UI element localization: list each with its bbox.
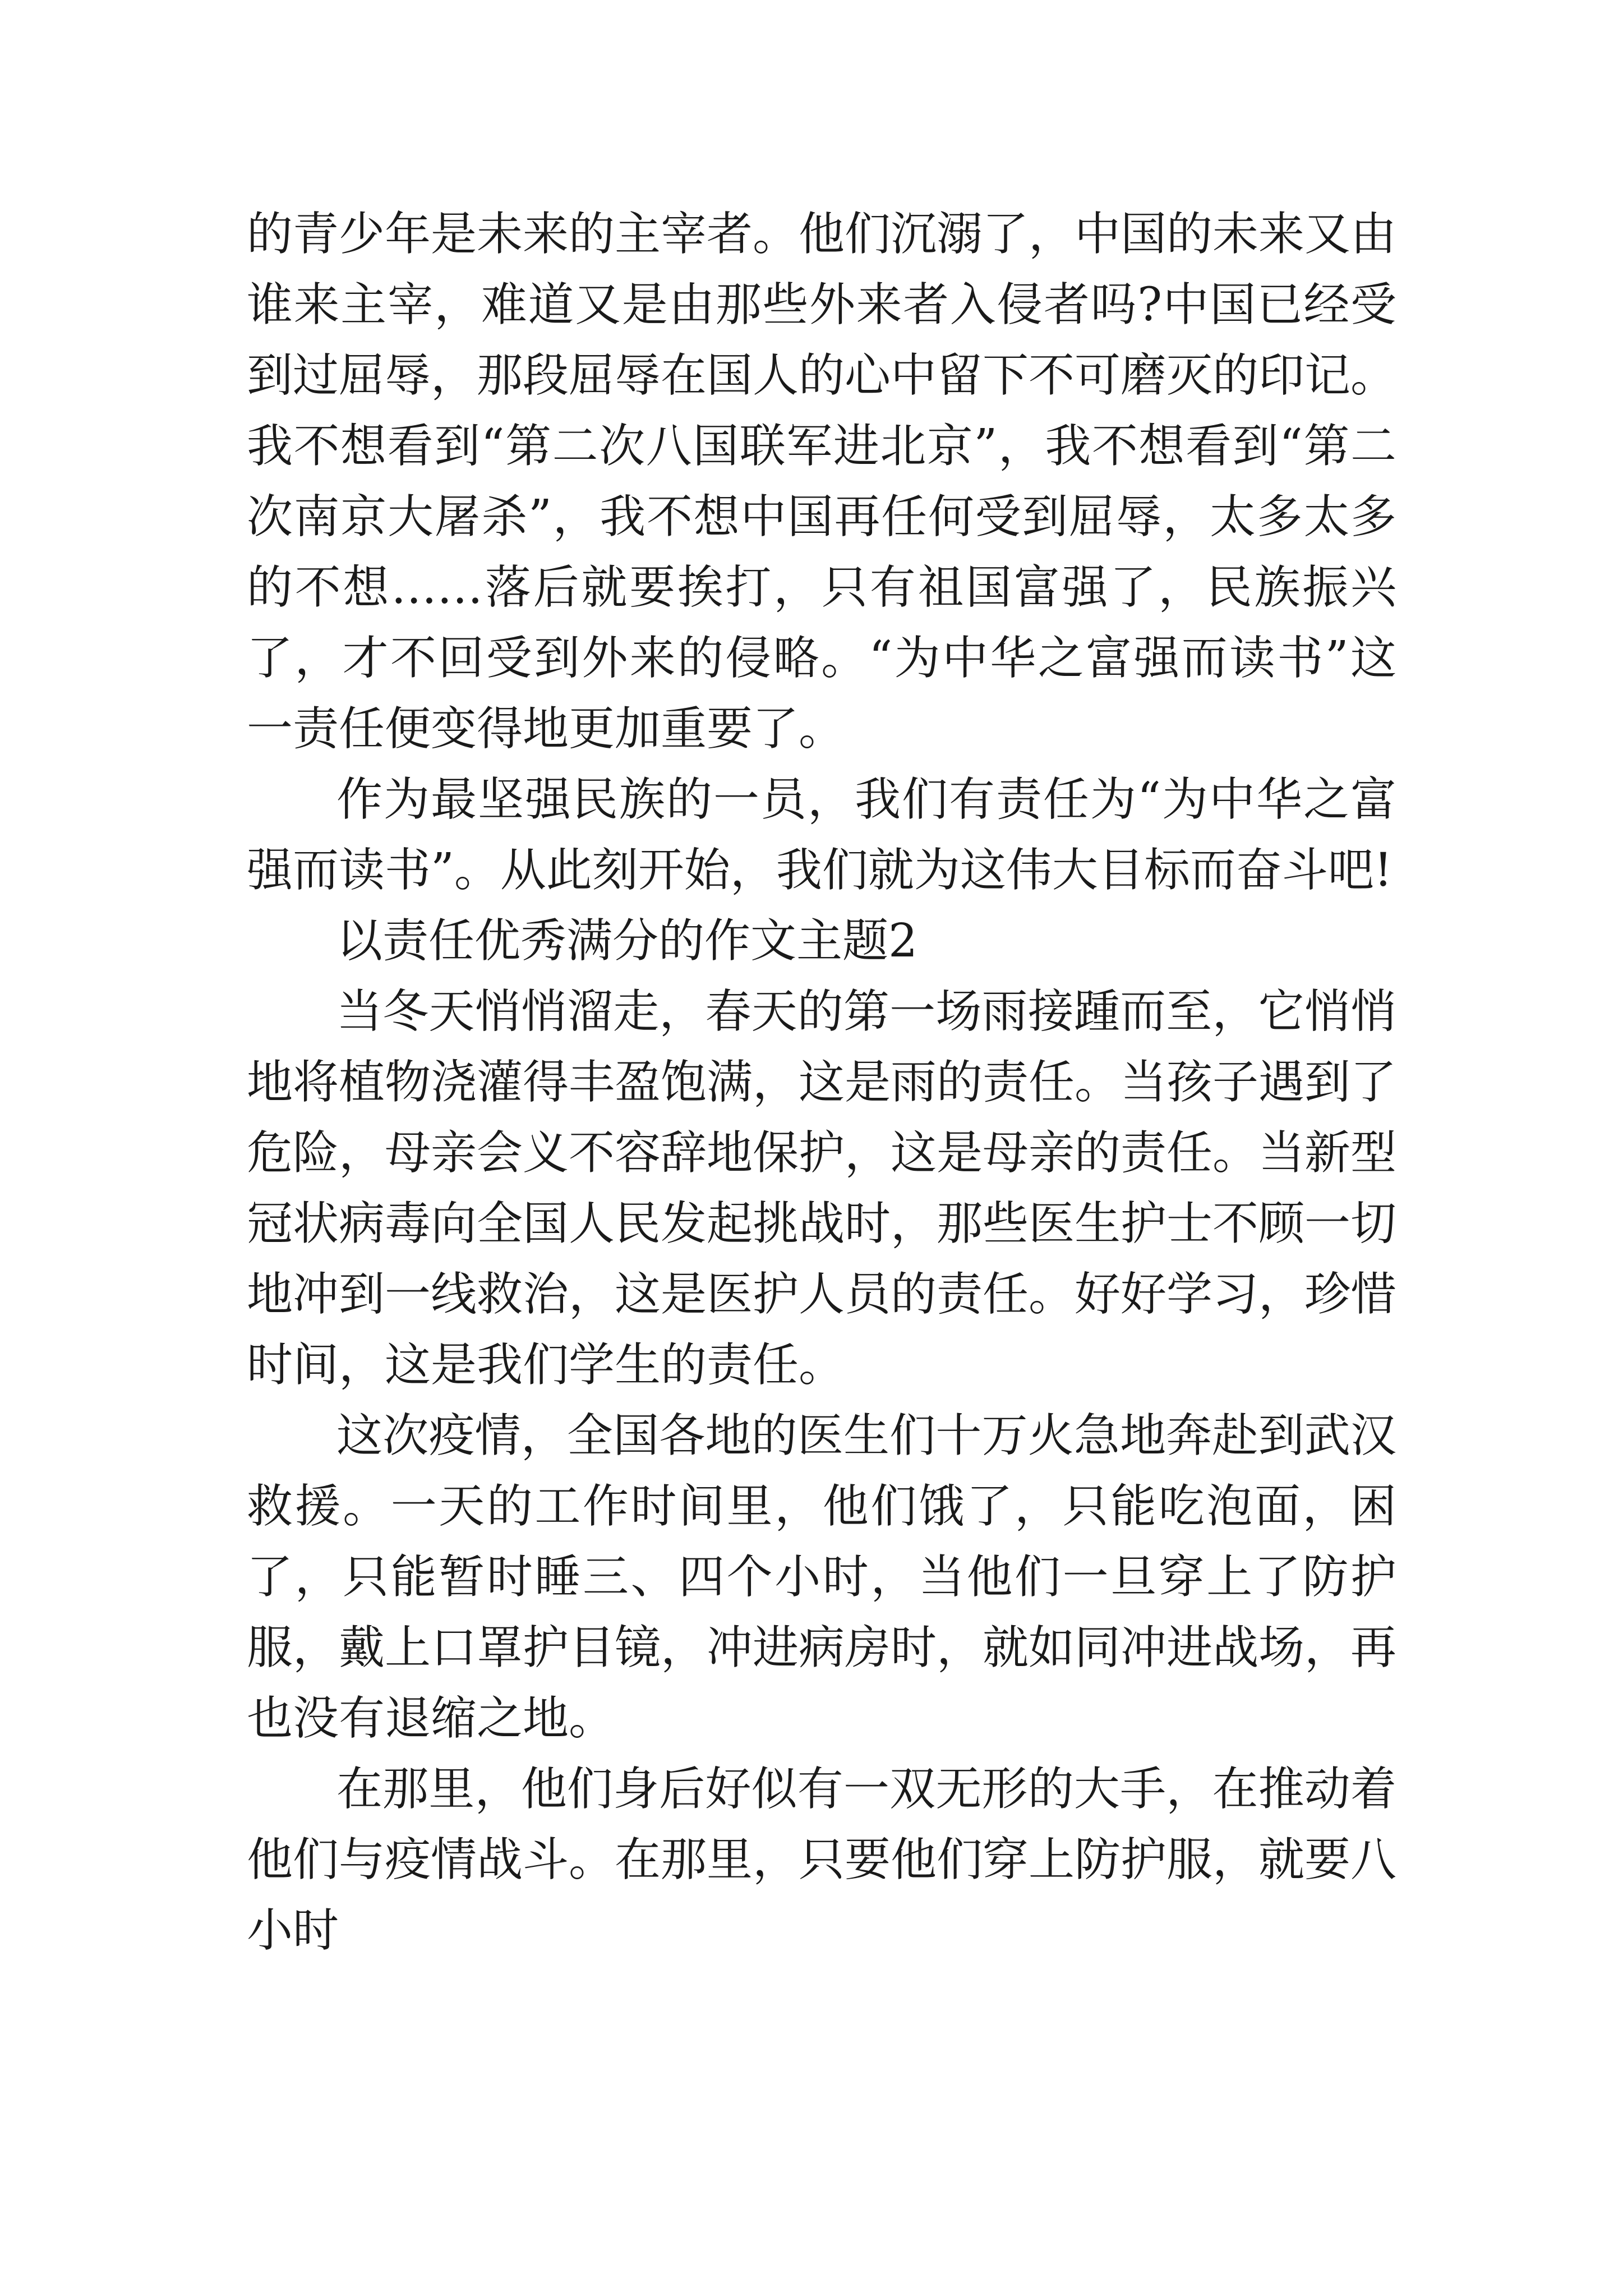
section-heading: 以责任优秀满分的作文主题2: [336, 914, 918, 968]
paragraph: 作为最坚强民族的一员，我们有责任为“为中华之富强而读书”。从此刻开始，我们就为这伟大目标而奋斗吧!: [247, 773, 1396, 897]
paragraph: 当冬天悄悄溜走，春天的第一场雨接踵而至，它悄悄地将植物浇灌得丰盈饱满，这是雨的责任。当孩子遇到了危险，母亲会义不容辞地保护，这是母亲的责任。当新型冠状病毒向全国人民发起挑战时，那些医生护士不顾一切地冲到一线救治，这是医护人员的责任。好好学习，珍惜时间，这是我们学生的责任。: [247, 985, 1397, 1392]
paragraph: 在那里，他们身后好似有一双无形的大手，在推动着他们与疫情战斗。在那里，只要他们穿上防护服，就要八小时: [247, 1763, 1397, 1957]
paragraph-continuation: 的青少年是未来的主宰者。他们沉溺了，中国的未来又由谁来主宰，难道又是由那些外来者入侵者吗?中国已经受到过屈辱，那段屈辱在国人的心中留下不可磨灭的印记。我不想看到“第二次八国联军进北京”，我不想看到“第二次南京大屠杀”，我不想中国再任何受到屈辱，太多太多的不想……落后就要挨打，只有祖国富强了，民族振兴了，才不回受到外来的侵略。“为中华之富强而读书”这一责任便变得地更加重要了。: [247, 208, 1397, 756]
paragraph: 这次疫情，全国各地的医生们十万火急地奔赴到武汉救援。一天的工作时间里，他们饿了，只能吃泡面，困了，只能暂时睡三、四个小时，当他们一旦穿上了防护服，戴上口罩护目镜，冲进病房时，就如同冲进战场，再也没有退缩之地。: [247, 1409, 1397, 1745]
document-body: [247, 199, 1396, 1966]
